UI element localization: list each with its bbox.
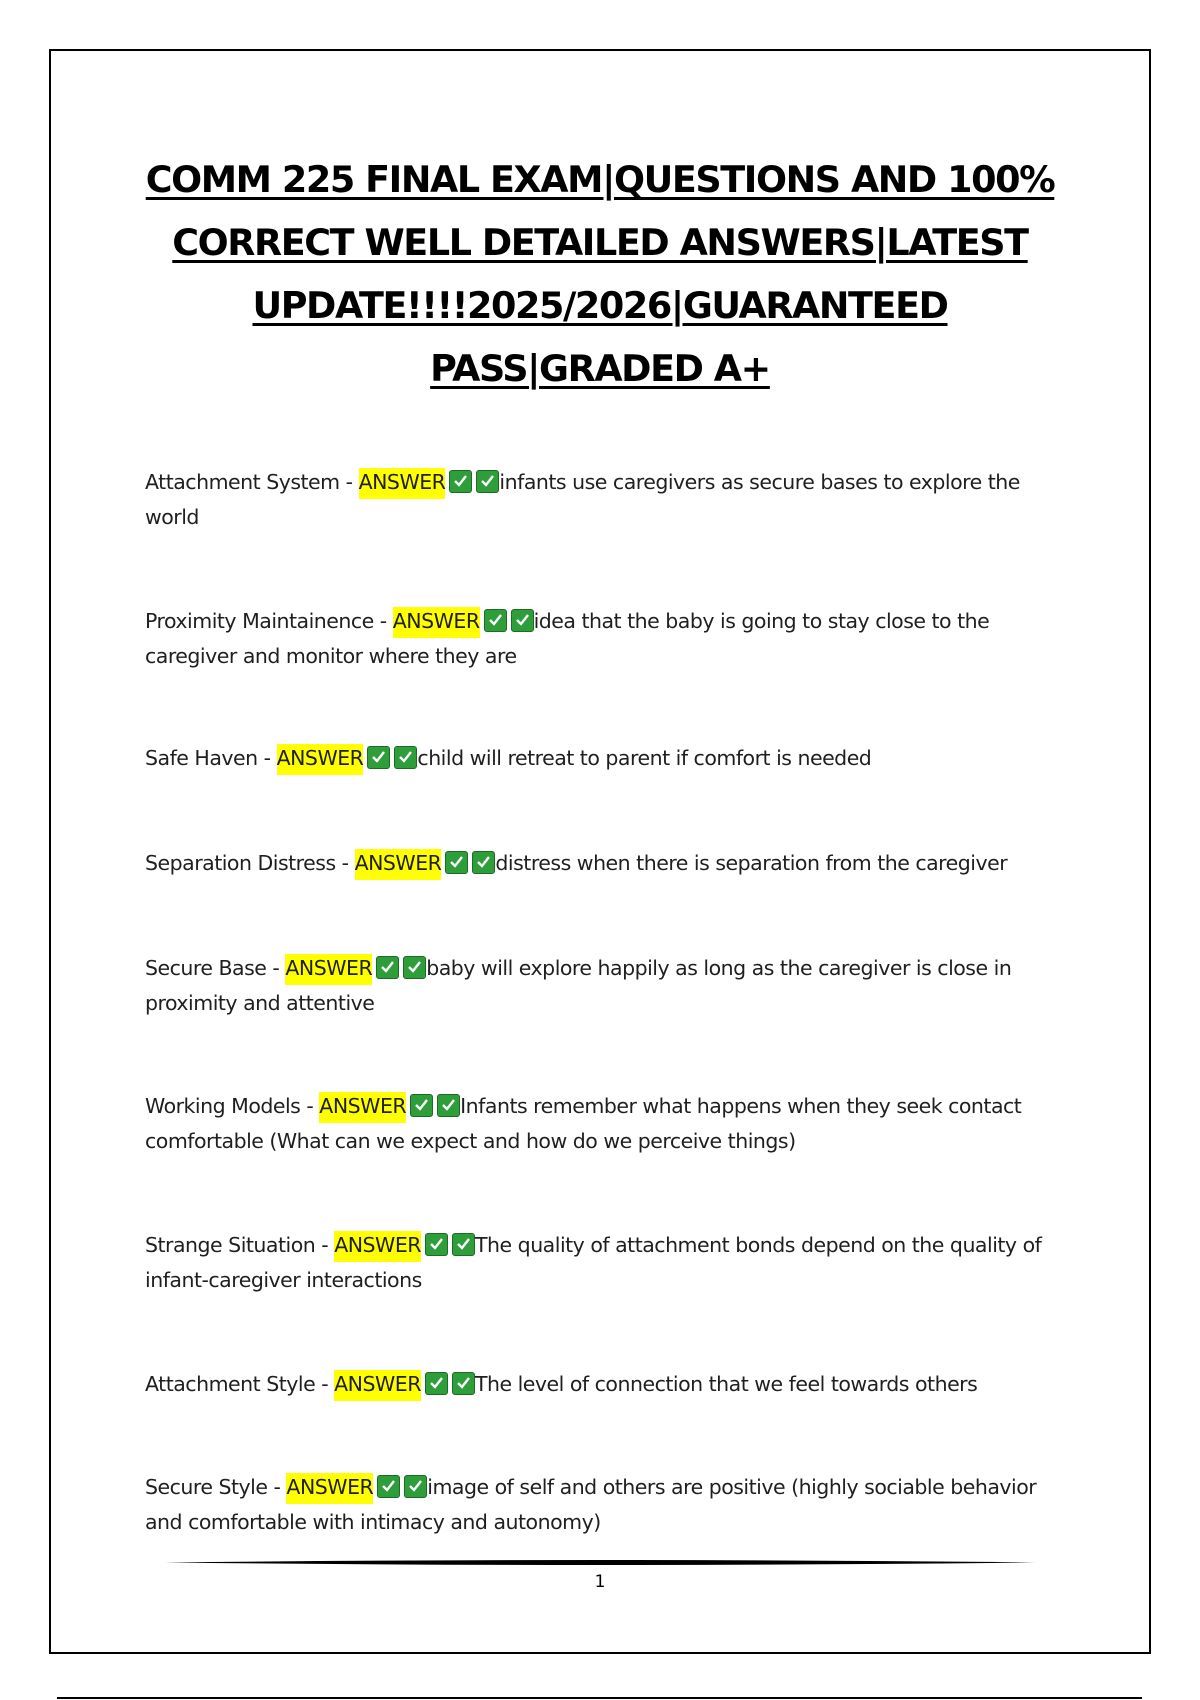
entry-term: Attachment System -	[145, 470, 359, 494]
qa-entry	[145, 741, 1060, 776]
entry-definition: image of self and others are positive (highly sociable behavior and comfortable with intimacy and autonomy)	[145, 1475, 1037, 1534]
entry-term: Secure Style -	[145, 1475, 287, 1499]
answer-label: ANSWER	[286, 1473, 373, 1504]
qa-entry	[145, 1089, 1060, 1159]
check-mark-icon	[410, 1094, 433, 1117]
check-mark-icon	[425, 1233, 448, 1256]
qa-entry	[145, 465, 1060, 535]
answer-label: ANSWER	[334, 1231, 421, 1262]
footer-divider	[165, 1559, 1035, 1566]
qa-entry	[145, 846, 1060, 881]
check-mark-icon	[367, 746, 390, 769]
answer-label: ANSWER	[359, 468, 446, 499]
next-page-border	[57, 1697, 1142, 1699]
entry-term: Separation Distress -	[145, 851, 355, 875]
qa-entry	[145, 1228, 1060, 1298]
qa-entry	[145, 1367, 1060, 1402]
entry-definition: baby will explore happily as long as the caregiver is close in proximity and attentive	[145, 956, 1012, 1015]
check-mark-icon	[452, 1233, 475, 1256]
entry-definition: idea that the baby is going to stay close to the caregiver and monitor where they are	[145, 609, 990, 668]
answer-label: ANSWER	[393, 607, 480, 638]
entry-term: Working Models -	[145, 1094, 320, 1118]
check-mark-icon	[394, 746, 417, 769]
entry-definition: child will retreat to parent if comfort is needed	[417, 746, 872, 770]
check-mark-icon	[472, 851, 495, 874]
entry-term: Strange Situation -	[145, 1233, 335, 1257]
entry-definition: The level of connection that we feel towards others	[474, 1372, 978, 1396]
qa-entry	[145, 1470, 1060, 1540]
qa-entry	[145, 604, 1060, 674]
entry-definition: Infants remember what happens when they seek contact comfortable (What can we expect and how do we perceive things)	[145, 1094, 1022, 1153]
entry-definition: distress when there is separation from the caregiver	[495, 851, 1008, 875]
entry-term: Secure Base -	[145, 956, 286, 980]
answer-label: ANSWER	[355, 849, 442, 880]
check-mark-icon	[403, 956, 426, 979]
entry-term: Proximity Maintainence -	[145, 609, 393, 633]
check-mark-icon	[437, 1094, 460, 1117]
entry-term: Safe Haven -	[145, 746, 277, 770]
check-mark-icon	[445, 851, 468, 874]
check-mark-icon	[511, 609, 534, 632]
check-mark-icon	[449, 470, 472, 493]
check-mark-icon	[484, 609, 507, 632]
entry-term: Attachment Style -	[145, 1372, 335, 1396]
check-mark-icon	[476, 470, 499, 493]
check-mark-icon	[377, 1475, 400, 1498]
check-mark-icon	[425, 1372, 448, 1395]
answer-label: ANSWER	[285, 954, 372, 985]
answer-label: ANSWER	[334, 1370, 421, 1401]
entry-definition: The quality of attachment bonds depend on the quality of infant-caregiver interactions	[145, 1233, 1042, 1292]
check-mark-icon	[376, 956, 399, 979]
check-mark-icon	[404, 1475, 427, 1498]
answer-label: ANSWER	[319, 1092, 406, 1123]
entry-definition: infants use caregivers as secure bases to explore the world	[145, 470, 1020, 529]
page-number: 1	[594, 1572, 606, 1592]
answer-label: ANSWER	[277, 744, 364, 775]
qa-entry	[145, 951, 1060, 1021]
check-mark-icon	[452, 1372, 475, 1395]
document-title: COMM 225 FINAL EXAM|QUESTIONS AND 100% CORRECT WELL DETAILED ANSWERS|LATEST UPDATE!!!!2025/2026|GUARANTEED PASS|GRADED A+	[145, 158, 1055, 390]
